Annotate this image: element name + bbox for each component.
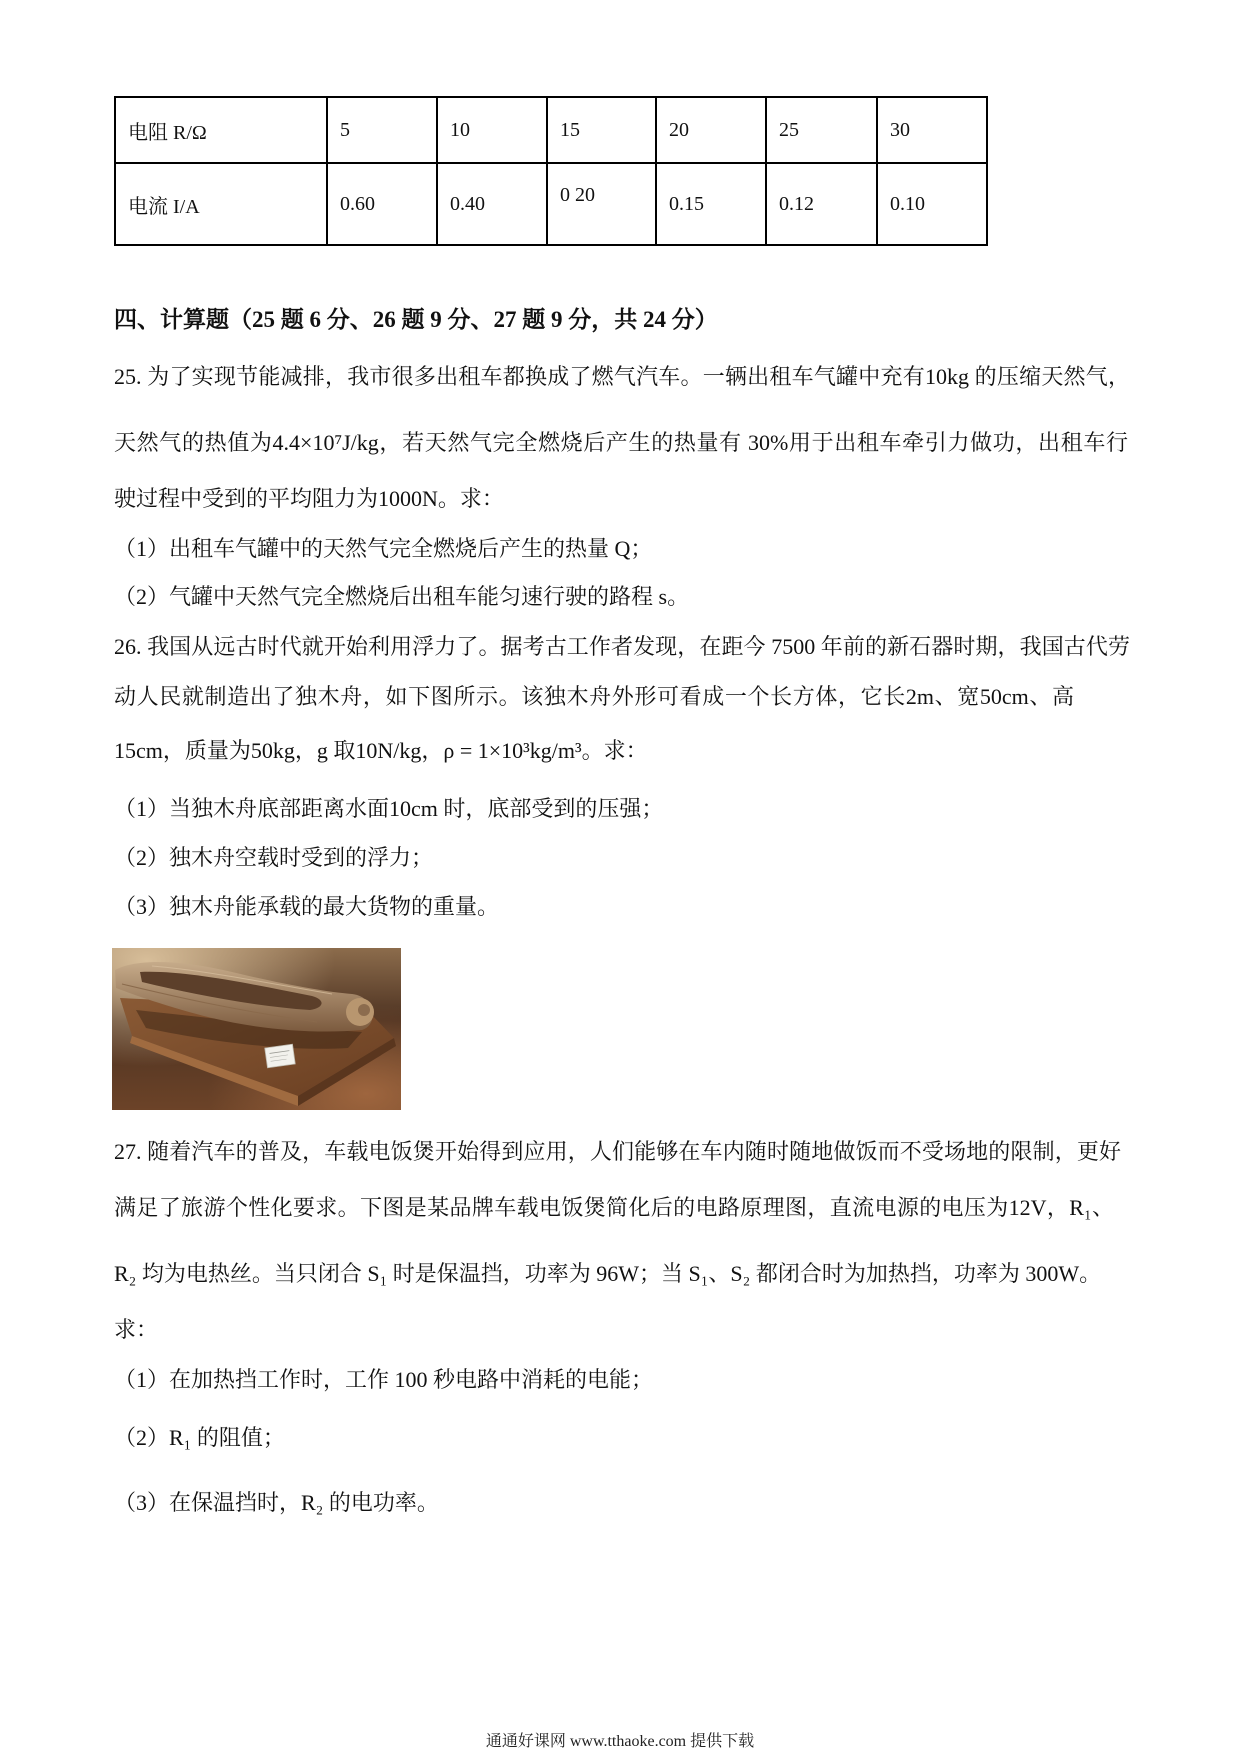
q26-line-2: 动人民就制造出了独木舟，如下图所示。该独木舟外形可看成一个长方体，它长2m、宽50cm、高 (114, 684, 1074, 709)
table-row-current (115, 163, 987, 245)
q27-line-2: 满足了旅游个性化要求。下图是某品牌车载电饭煲简化后的电路原理图，直流电源的电压为12V，R₁、 (114, 1195, 1114, 1220)
table-cell: 5 (327, 97, 437, 163)
table-cell: 0.10 (877, 163, 987, 245)
table-cell (547, 163, 656, 245)
table-cell: 25 (766, 97, 877, 163)
q27-part-1: （1）在加热挡工作时，工作 100 秒电路中消耗的电能； (114, 1367, 654, 1392)
q27-line-3: R₂ 均为电热丝。当只闭合 S₁ 时是保温挡，功率为 96W；当 S₁、S₂ 都闭合时为加热挡，功率为 300W。 (114, 1261, 1102, 1286)
page-footer: 通通好课网 www.tthaoke.com 提供下载 (485, 1733, 755, 1750)
q26-line-1: 26. 我国从远古时代就开始利用浮力了。据考古工作者发现，在距今 7500 年前的新石器时期，我国古代劳 (114, 634, 1130, 659)
table-cell: 0.60 (327, 163, 437, 245)
row-header-current: 电流 I/A (115, 163, 327, 245)
q25-line-3: 驶过程中受到的平均阻力为1000N。求： (114, 486, 504, 511)
table-cell: 20 (656, 97, 766, 163)
table-cell: 10 (437, 97, 547, 163)
q25-line-2: 天然气的热值为4.4×10⁷J/kg，若天然气完全燃烧后产生的热量有 30%用于出租车牵引力做功，出租车行 (114, 430, 1128, 455)
q26-line-3: 15cm，质量为50kg，g 取10N/kg，ρ = 1×10³kg/m³。求： (114, 738, 648, 763)
q25-line-1: 25. 为了实现节能减排，我市很多出租车都换成了燃气汽车。一辆出租车气罐中充有10kg 的压缩天然气， (114, 364, 1130, 389)
canoe-photo (112, 948, 401, 1110)
q27-part-2: （2）R₁ 的阻值； (114, 1425, 285, 1450)
table-cell: 0.40 (437, 163, 547, 245)
table-row-resistance (115, 97, 987, 163)
q27-line-4: 求： (114, 1317, 159, 1342)
table-cell: 0.12 (766, 163, 877, 245)
q27-part-3: （3）在保温挡时，R₂ 的电功率。 (114, 1490, 439, 1515)
section-heading: 四、计算题（25 题 6 分、26 题 9 分、27 题 9 分，共 24 分） (114, 307, 718, 332)
q26-part-2: （2）独木舟空载时受到的浮力； (114, 845, 434, 870)
q27-line-1: 27. 随着汽车的普及，车载电饭煲开始得到应用，人们能够在车内随时随地做饭而不受场地的限制，更好 (114, 1139, 1121, 1164)
resistance-current-table (114, 96, 988, 246)
table-cell: 15 (547, 97, 656, 163)
q25-part-2: （2）气罐中天然气完全燃烧后出租车能匀速行驶的路程 s。 (114, 584, 690, 609)
q25-part-1: （1）出租车气罐中的天然气完全燃烧后产生的热量 Q； (114, 536, 653, 561)
label-card (265, 1044, 296, 1068)
table-cell-text: 0 20 (560, 183, 595, 206)
row-header-resistance: 电阻 R/Ω (115, 97, 327, 163)
table-cell: 0.15 (656, 163, 766, 245)
canoe-photo-graphic (112, 948, 401, 1110)
table-cell: 30 (877, 97, 987, 163)
q26-part-1: （1）当独木舟底部距离水面10cm 时，底部受到的压强； (114, 796, 664, 821)
q26-part-3: （3）独木舟能承载的最大货物的重量。 (114, 894, 500, 919)
